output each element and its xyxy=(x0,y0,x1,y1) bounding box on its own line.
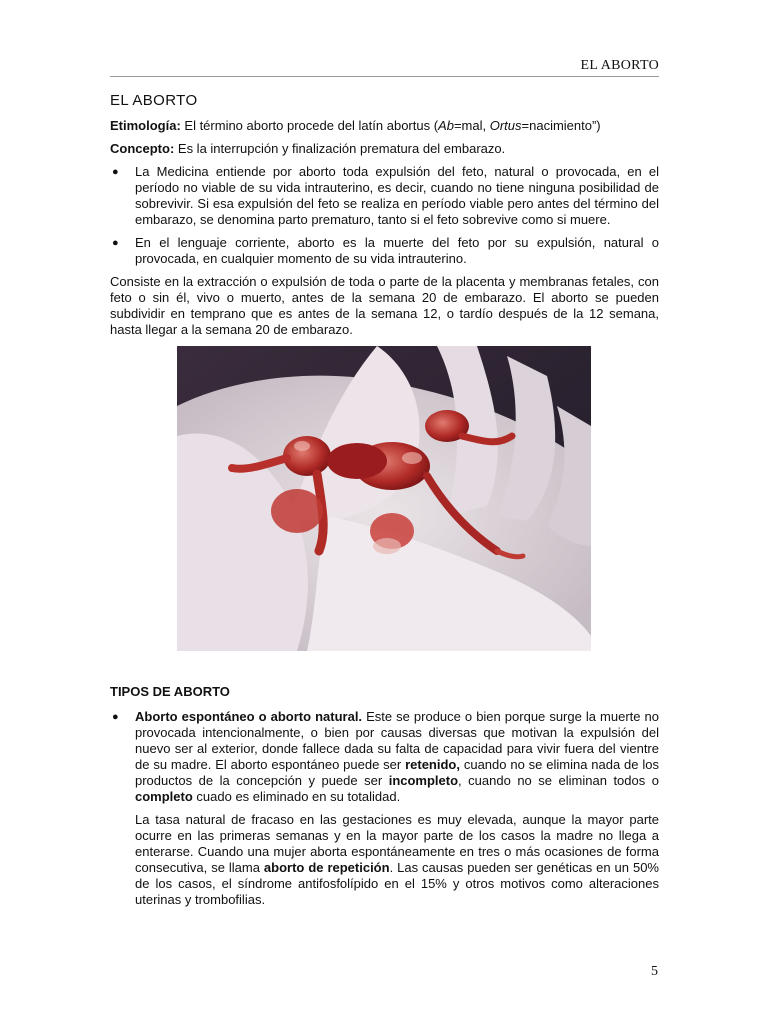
etimologia-text-3: =nacimiento”) xyxy=(521,118,601,133)
etimologia-label: Etimología: xyxy=(110,118,181,133)
etimologia-paragraph xyxy=(110,118,659,134)
espontaneo-label: Aborto espontáneo o aborto natural. xyxy=(135,709,363,724)
espontaneo-text-3: , cuando no se eliminan todos o xyxy=(458,773,659,788)
bullet-item xyxy=(110,709,659,805)
bullet-item xyxy=(110,235,659,267)
bullet-icon: ● xyxy=(112,237,119,249)
page-content xyxy=(110,93,659,915)
etimologia-text-2: =mal, xyxy=(453,118,490,133)
bullet-text: En el lenguaje corriente, aborto es la muerte del feto por su expulsión, natural o provocada, en cualquier momento de su vida intrauterino. xyxy=(135,235,659,266)
tasa-text-1: La tasa natural de fracaso en las gestaciones es muy elevada, aunque la mayor parte ocurre en las primeras semanas y en la mayor parte de los casos la madre no llega a enterarse. Cuando una mujer aborta espontáneamente en tres o más ocasiones de forma consecutiva, se llama xyxy=(135,812,659,875)
gloved-hand-photo xyxy=(177,346,591,651)
bullet-item xyxy=(110,164,659,228)
espontaneo-incompleto: incompleto xyxy=(388,773,459,788)
espontaneo-completo: completo xyxy=(135,789,193,804)
bullet-icon: ● xyxy=(112,711,119,723)
etimologia-ab: Ab xyxy=(438,118,454,133)
tasa-paragraph xyxy=(110,812,659,908)
espontaneo-text-4: cuado es eliminado en su totalidad. xyxy=(192,789,401,804)
photo-figure xyxy=(177,346,591,651)
tasa-text-2: . Las causas pueden ser genéticas en un 50% de los casos, el síndrome antifosfolípido en el 15% y otros motivos como alteraciones uterinas y trombofilias. xyxy=(135,860,659,907)
espontaneo-retenido: retenido, xyxy=(405,757,460,772)
running-header: EL ABORTO xyxy=(110,58,659,77)
concepto-label: Concepto: xyxy=(110,141,175,156)
document-title: EL ABORTO xyxy=(110,92,198,109)
espontaneo-text-1: Este se produce o bien porque surge la muerte no provocada intencionalmente, o bien por causas diversas que motivan la expulsión del nuevo ser al exterior, donde fallece dada su falta de capacidad para vivir fuera del vientre de su madre. El aborto espontáneo puede ser xyxy=(135,709,659,772)
consiste-paragraph: Consiste en la extracción o expulsión de toda o parte de la placenta y membranas fetales, con feto o sin él, vivo o muerto, antes de la semana 20 de embarazo. El aborto se pueden subdividir en temprano que es antes de la semana 12, o tardío después de la 12 semana, hasta llegar a la semana 20 de embarazo. xyxy=(110,274,659,337)
bullet-text: La Medicina entiende por aborto toda expulsión del feto, natural o provocada, en el período no viable de su vida intrauterino, es decir, cuando no tiene ninguna posibilidad de sobrevivir. Si esa expulsión del feto se realiza en período viable pero antes del término del embarazo, se denomina parto prematuro, tanto si el feto sobrevive como si muere. xyxy=(135,164,659,227)
bullet-icon: ● xyxy=(112,166,119,178)
etimologia-text-1: El término aborto procede del latín abortus ( xyxy=(180,118,439,133)
concepto-paragraph xyxy=(110,141,659,157)
etimologia-ortus: Ortus xyxy=(489,118,522,133)
tasa-repeticion: aborto de repetición xyxy=(263,860,390,875)
concepto-text: Es la interrupción y finalización prematura del embarazo. xyxy=(174,141,506,156)
espontaneo-text-2: cuando no se elimina nada de los productos de la concepción y puede ser xyxy=(135,757,659,788)
tipos-section-title: TIPOS DE ABORTO xyxy=(110,684,230,699)
page-number: 5 xyxy=(651,964,658,979)
